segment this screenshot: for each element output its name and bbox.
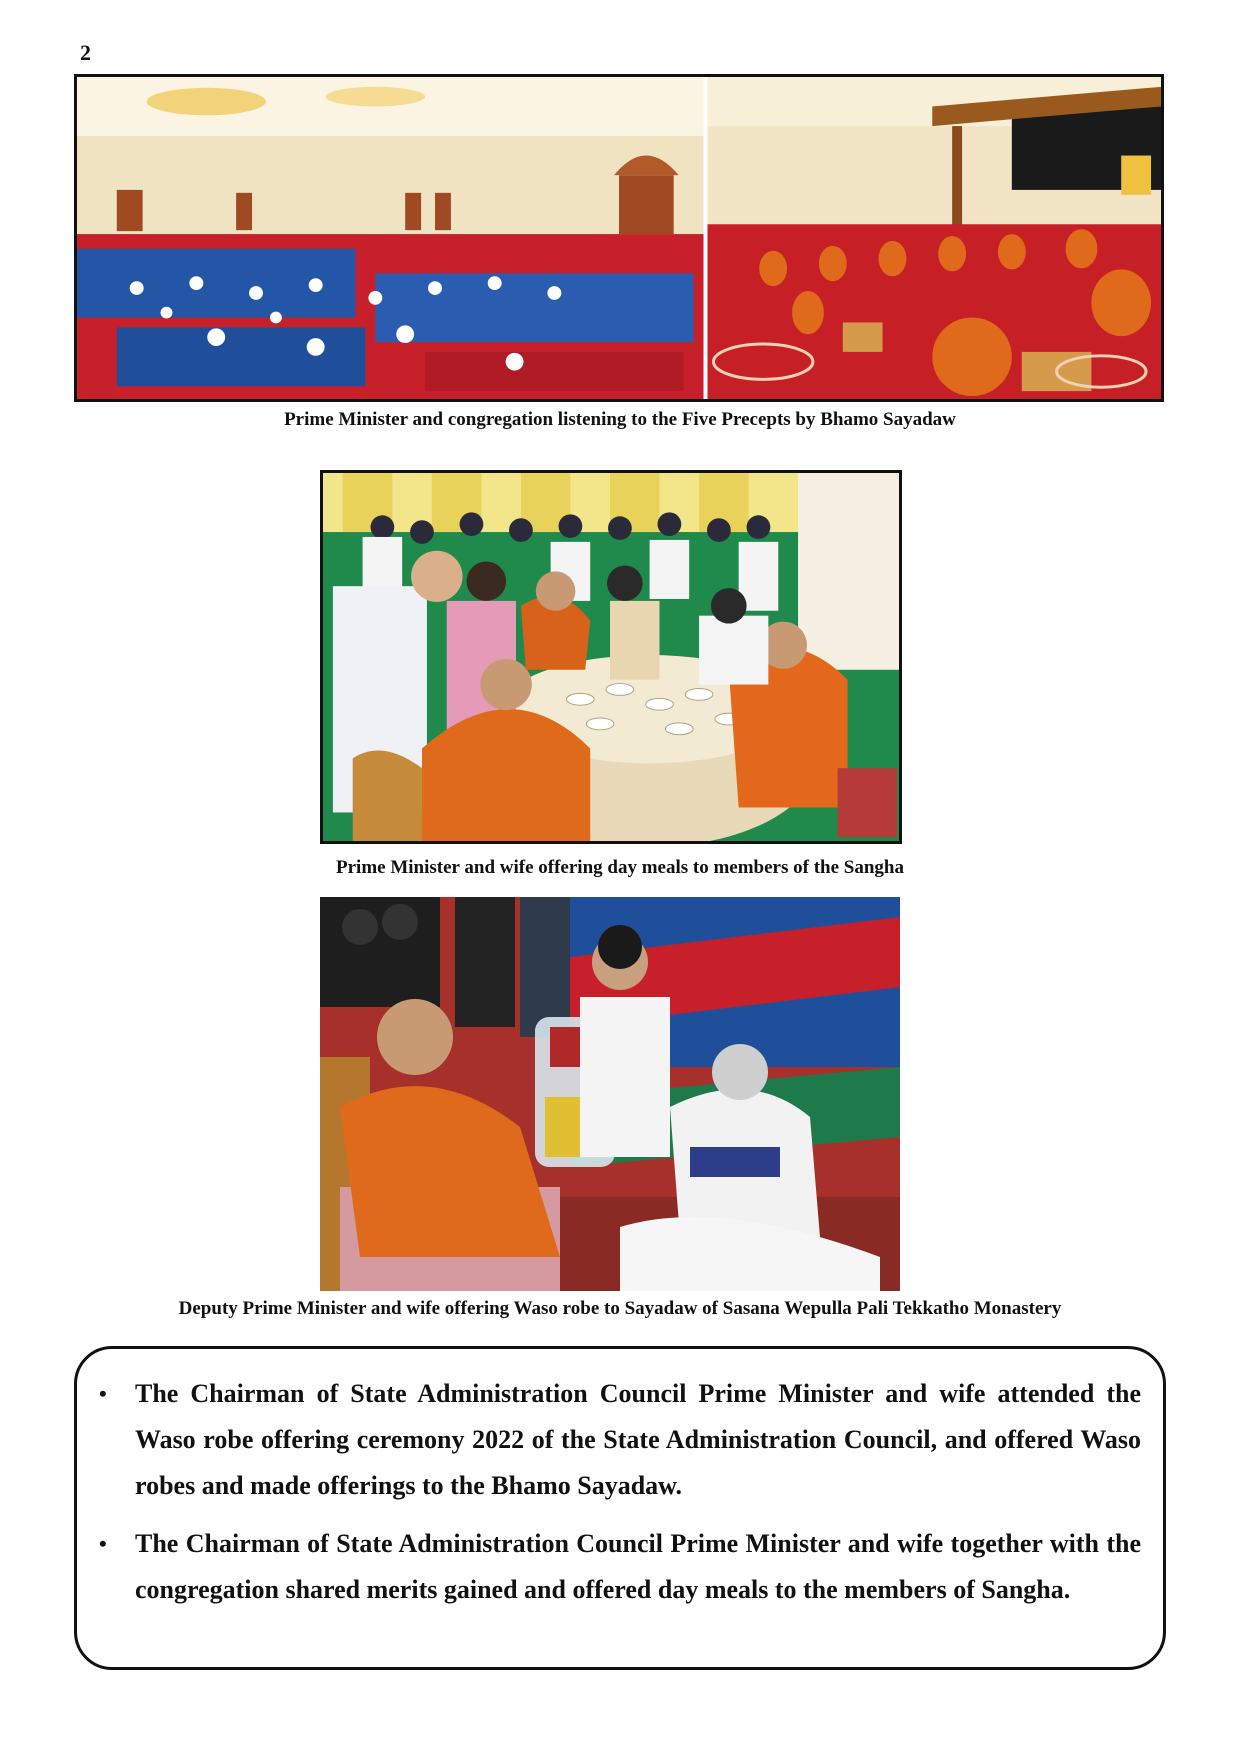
photo-hall-congregation <box>74 74 1164 402</box>
photo-robe-caption: Deputy Prime Minister and wife offering Waso robe to Sayadaw of Sasana Wepulla Pali Tekkatho Monastery <box>178 1298 1062 1319</box>
photo-hall-caption: Prime Minister and congregation listening to the Five Precepts by Bhamo Sayadaw <box>284 409 956 430</box>
photo-robe-offering <box>320 897 900 1291</box>
bullet-icon: • <box>99 1531 107 1556</box>
photo-meal-caption: Prime Minister and wife offering day meals to members of the Sangha <box>336 857 904 878</box>
summary-item-text: The Chairman of State Administration Council Prime Minister and wife together with the congregation shared merits gained and offered day meals to the members of Sangha. <box>135 1529 1141 1604</box>
photo-hall-congregation-image <box>77 77 1161 399</box>
summary-item-text: The Chairman of State Administration Council Prime Minister and wife attended the Waso robe offering ceremony 2022 of the State Administration Council, and offered Waso robes and made offerings to the Bhamo Sayadaw. <box>135 1379 1141 1500</box>
summary-list <box>99 1371 1141 1613</box>
photo-meal-offering-image <box>323 473 899 841</box>
summary-item <box>99 1371 1141 1509</box>
bullet-icon: • <box>99 1381 107 1406</box>
photo-robe-offering-image <box>320 897 900 1291</box>
page-number: 2 <box>80 40 91 65</box>
summary-item <box>99 1521 1141 1613</box>
photo-meal-offering <box>320 470 902 844</box>
summary-box <box>74 1346 1166 1670</box>
